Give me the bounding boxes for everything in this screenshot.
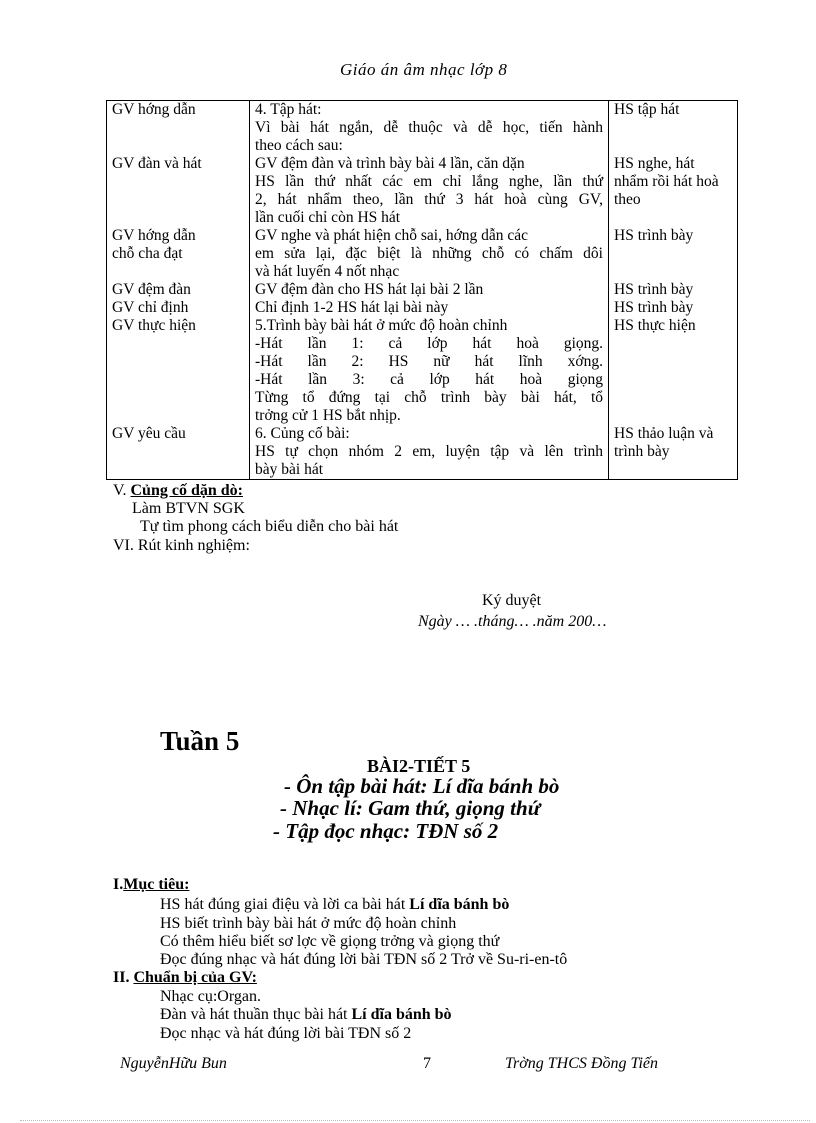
- lesson-content-cell: [250, 317, 609, 425]
- cell-line: theo cách sau:: [255, 137, 343, 154]
- lesson-content-cell: [250, 101, 609, 156]
- preparation-heading: [113, 969, 257, 987]
- cell-line: 4. Tập hát:: [255, 101, 322, 118]
- teacher-activity-cell: [107, 425, 250, 480]
- student-activity-cell: [609, 101, 738, 156]
- lesson-content-cell: [250, 227, 609, 281]
- section-6-heading: VI. Rút kinh nghiệm:: [113, 537, 250, 554]
- approval-date: Ngày … .tháng… .năm 200…: [418, 613, 607, 630]
- table-row: [107, 281, 738, 299]
- cell-line: -Hát lần 3: cả lớp hát hoà giọng: [255, 371, 603, 388]
- song-name: Lí dĩa bánh bò: [351, 1006, 452, 1023]
- lesson-topic: - Nhạc lí: Gam thứ, giọng thứ: [280, 796, 541, 820]
- page-header: Giáo án âm nhạc lớp 8: [340, 60, 508, 79]
- cell-line: GV hớng dẫn: [112, 101, 196, 118]
- cell-line: Từng tổ đứng tại chỗ trình bày bài hát, tổ: [255, 389, 603, 406]
- teacher-activity-cell: [107, 317, 250, 425]
- student-activity-cell: [609, 299, 738, 317]
- preparation-title: Chuẩn bị của GV:: [133, 969, 257, 986]
- cell-line: HS nghe, hát: [614, 155, 695, 172]
- song-name: Lí dĩa bánh bò: [409, 896, 510, 913]
- teacher-activity-cell: [107, 155, 250, 227]
- cell-line: GV đệm đàn: [112, 281, 191, 298]
- cell-line: HS thảo luận và: [614, 425, 714, 442]
- lesson-content-cell: [250, 281, 609, 299]
- footer-author: NguyễnHữu Bun: [120, 1055, 227, 1072]
- student-activity-cell: [609, 425, 738, 480]
- lesson-content-cell: [250, 425, 609, 480]
- table-row: [107, 101, 738, 156]
- student-activity-cell: [609, 281, 738, 299]
- cell-line: -Hát lần 2: HS nữ hát lĩnh xớng.: [255, 353, 603, 370]
- cell-line: bày bài hát: [255, 461, 324, 478]
- cell-line: trình bày: [614, 443, 670, 460]
- student-activity-cell: [609, 227, 738, 281]
- objective-item: Có thêm hiểu biết sơ lợc về giọng trởng và giọng thứ: [160, 933, 500, 950]
- cell-line: Chỉ định 1-2 HS hát lại bài này: [255, 299, 449, 316]
- cell-line: HS tập hát: [614, 101, 680, 118]
- cell-line: GV đệm đàn và trình bày bài 4 lần, căn dặn: [255, 155, 525, 172]
- preparation-text: Đàn và hát thuần thục bài hát: [160, 1006, 352, 1023]
- preparation-prefix: II.: [113, 969, 130, 986]
- objective-item: [160, 896, 509, 914]
- cell-line: trởng cử 1 HS bắt nhịp.: [255, 407, 401, 424]
- objective-text: HS hát đúng giai điệu và lời ca bài hát: [160, 896, 410, 913]
- week-title: Tuần 5: [160, 726, 240, 756]
- objectives-title: Mục tiêu:: [123, 876, 190, 893]
- cell-line: GV chỉ định: [112, 299, 189, 316]
- teacher-activity-cell: [107, 227, 250, 281]
- cell-line: -Hát lần 1: cả lớp hát hoà giọng.: [255, 335, 603, 352]
- cell-line: em sửa lại, đặc biệt là những chỗ có chấm dôi: [255, 245, 603, 262]
- section-5-prefix: V.: [113, 482, 127, 499]
- objectives-prefix: I.: [113, 876, 124, 893]
- cell-line: HS tự chọn nhóm 2 em, luyện tập và lên trình: [255, 443, 603, 460]
- page-bottom-divider: [20, 1120, 810, 1121]
- teacher-activity-cell: [107, 101, 250, 156]
- cell-line: 6. Củng cố bài:: [255, 425, 350, 442]
- table-row: [107, 317, 738, 425]
- section-5-title: Củng cố dặn dò:: [130, 482, 243, 499]
- lesson-content-cell: [250, 155, 609, 227]
- cell-line: HS thực hiện: [614, 317, 696, 334]
- page-number: 7: [423, 1055, 431, 1072]
- cell-line: HS trình bày: [614, 281, 694, 298]
- cell-line: GV hớng dẫn: [112, 227, 196, 244]
- teacher-activity-cell: [107, 281, 250, 299]
- cell-line: GV đệm đàn cho HS hát lại bài 2 lần: [255, 281, 484, 298]
- preparation-item: Đọc nhạc và hát đúng lời bài TĐN số 2: [160, 1025, 412, 1042]
- cell-line: HS trình bày: [614, 227, 694, 244]
- objective-item: Đọc đúng nhạc và hát đúng lời bài TĐN số 2 Trở về Su-ri-en-tô: [160, 951, 568, 968]
- preparation-item: Nhạc cụ:Organ.: [160, 988, 261, 1005]
- table-row: [107, 155, 738, 227]
- table-row: [107, 299, 738, 317]
- cell-line: HS trình bày: [614, 299, 694, 316]
- section-5-heading: [113, 482, 243, 500]
- student-activity-cell: [609, 155, 738, 227]
- approval-title: Ký duyệt: [482, 592, 542, 609]
- table-row: [107, 227, 738, 281]
- cell-line: 2, hát nhẩm theo, lần thứ 3 hát hoà cùng GV,: [255, 191, 603, 208]
- preparation-item: [160, 1006, 452, 1024]
- cell-line: GV yêu cầu: [112, 425, 186, 442]
- cell-line: GV đàn và hát: [112, 155, 202, 172]
- cell-line: GV nghe và phát hiện chỗ sai, hớng dẫn các: [255, 227, 529, 244]
- cell-line: 5.Trình bày bài hát ở mức độ hoàn chỉnh: [255, 317, 508, 334]
- footer-school: Trờng THCS Đồng Tiến: [505, 1055, 659, 1072]
- cell-line: nhẩm rồi hát hoà: [614, 173, 719, 190]
- cell-line: và hát luyến 4 nốt nhạc: [255, 263, 400, 280]
- section-5-item: Tự tìm phong cách biểu diễn cho bài hát: [140, 518, 399, 535]
- section-5-item: Làm BTVN SGK: [132, 500, 245, 517]
- teacher-activity-cell: [107, 299, 250, 317]
- lesson-title: BÀI2-TIẾT 5: [367, 756, 471, 776]
- objective-item: HS biết trình bày bài hát ở mức độ hoàn chỉnh: [160, 915, 457, 932]
- cell-line: GV thực hiện: [112, 317, 196, 334]
- table-row: [107, 425, 738, 480]
- lesson-content-cell: [250, 299, 609, 317]
- cell-line: HS lần thứ nhất các em chỉ lắng nghe, lần thứ: [255, 173, 603, 190]
- cell-line: theo: [614, 191, 641, 208]
- cell-line: lần cuối chỉ còn HS hát: [255, 209, 401, 226]
- lesson-table: [106, 100, 738, 480]
- student-activity-cell: [609, 317, 738, 425]
- lesson-topic: - Tập đọc nhạc: TĐN số 2: [273, 819, 499, 843]
- objectives-heading: [113, 876, 189, 894]
- lesson-topic: - Ôn tập bài hát: Lí dĩa bánh bò: [284, 774, 560, 798]
- cell-line: Vì bài hát ngắn, dễ thuộc và dễ học, tiến hành: [255, 119, 603, 136]
- cell-line: chỗ cha đạt: [112, 245, 183, 262]
